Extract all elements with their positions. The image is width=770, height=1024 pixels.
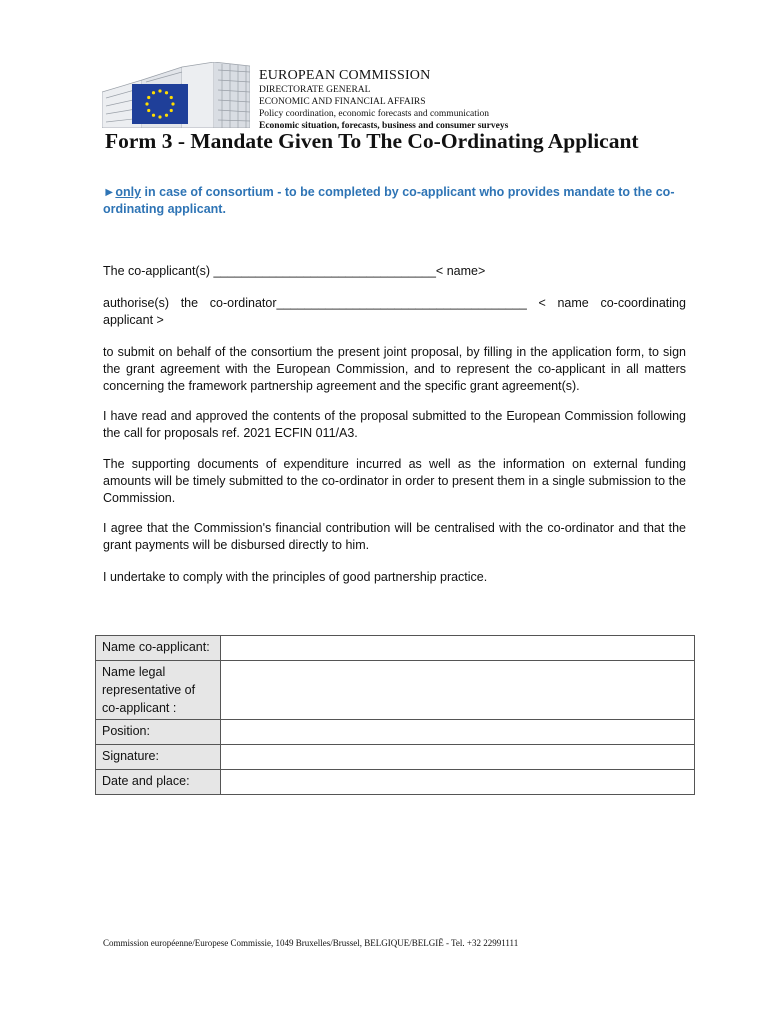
authorise-lt: < [538,296,546,310]
eu-star-icon [152,91,155,94]
eu-star-icon [170,96,173,99]
authorise-coordinator: co-ordinator____________________________________ [209,296,527,310]
paragraph-submit: to submit on behalf of the consortium the present joint proposal, by filling in the application form, to sign the grant agreement with the European Commission, and to represent the co-applicant in all matters concerning the framework partnership agreement and the specific grant agreement(s). [103,345,686,393]
note-only: only [115,185,142,199]
table-row [96,745,695,770]
label-date-place: Date and place: [96,770,221,795]
arrow-icon: ► [103,185,116,199]
signature-table [95,635,695,795]
eu-star-icon [158,115,161,118]
authorise-the: the [180,296,199,310]
organisation-header [259,68,508,132]
directorate-general: DIRECTORATE GENERAL [259,85,371,95]
eu-star-icon [165,114,168,117]
co-applicant-line: The co-applicant(s) ________________________________< name> [103,264,486,278]
table-row [96,720,695,745]
eu-star-icon [165,91,168,94]
label-legal-representative: Name legal representative of co-applicant : [96,661,221,720]
dg-name: ECONOMIC AND FINANCIAL AFFAIRS [259,97,426,107]
unit-name: Policy coordination, economic forecasts and communication [259,109,490,119]
eu-star-icon [145,102,148,105]
label-signature: Signature: [96,745,221,770]
form-title: Form 3 - Mandate Given To The Co-Ordinating Applicant [105,129,639,153]
eu-commission-logo-icon [102,62,250,128]
authorise-applicant: applicant > [103,313,164,327]
authorise-name: name [557,296,589,310]
paragraph-undertake: I undertake to comply with the principles of good partnership practice. [103,570,488,584]
eu-star-icon [147,96,150,99]
eu-star-icon [171,102,174,105]
label-name-co-applicant: Name co-applicant: [96,636,221,661]
authorise-word: authorise(s) [103,296,169,310]
authorise-block [103,295,686,329]
paragraph-approved: I have read and approved the contents of the proposal submitted to the European Commission following the call for proposals ref. 2021 ECFIN 011/A3. [103,409,686,440]
label-position: Position: [96,720,221,745]
field-name-co-applicant[interactable] [221,636,695,661]
table-row [96,636,695,661]
note-text: in case of consortium - to be completed by co-applicant who provides mandate to the co-ordinating applicant. [103,185,675,216]
field-legal-representative[interactable] [221,661,695,720]
paragraph-contribution: I agree that the Commission's financial contribution will be centralised with the co-ordinator and that the grant payments will be disbursed directly to him. [103,521,686,552]
eu-star-icon [158,89,161,92]
authorise-cocoordinating: co-coordinating [600,296,686,310]
eu-star-icon [152,114,155,117]
eu-star-icon [170,109,173,112]
table-row [96,661,695,720]
eu-star-icon [147,109,150,112]
page-footer: Commission européenne/Europese Commissie, 1049 Bruxelles/Brussel, BELGIQUE/BELGIË - Tel. +32 22991111 [103,938,519,948]
field-signature[interactable] [221,745,695,770]
field-date-place[interactable] [221,770,695,795]
subunit-name: Economic situation, forecasts, business and consumer surveys [259,121,509,131]
field-position[interactable] [221,720,695,745]
paragraph-documents: The supporting documents of expenditure incurred as well as the information on external funding amounts will be timely submitted to the co-ordinator in order to present them in a single submission to the Commission. [103,457,686,505]
table-row [96,770,695,795]
org-name: EUROPEAN COMMISSION [259,68,431,83]
consortium-note [103,184,686,218]
